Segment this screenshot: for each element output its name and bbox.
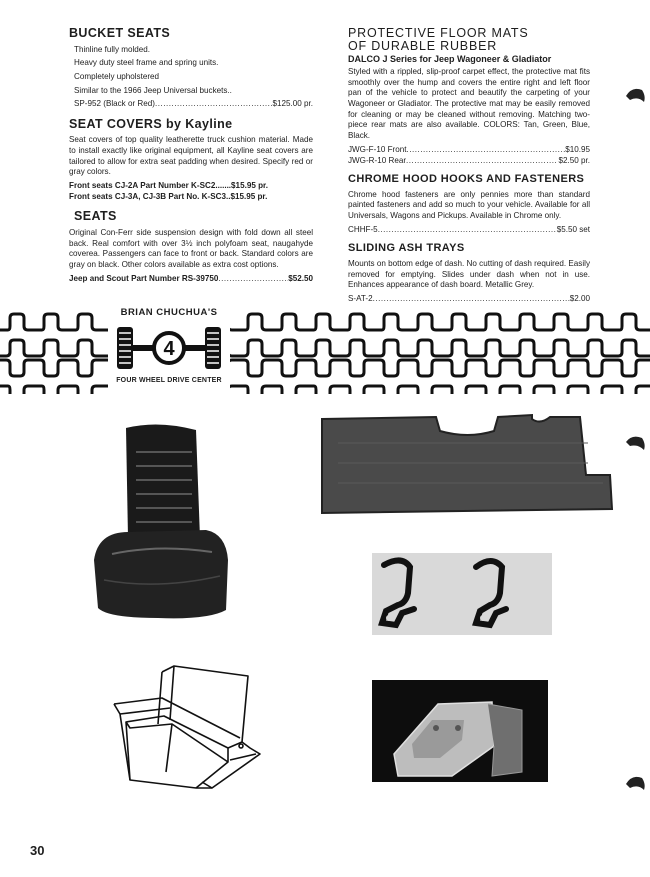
folding-seat-drawing xyxy=(110,662,270,797)
logo-bottom-text: FOUR WHEEL DRIVE CENTER xyxy=(116,377,222,384)
hood-hooks-photo xyxy=(372,553,552,635)
left-column xyxy=(69,25,313,284)
seat-covers-title: SEAT COVERS by Kayline xyxy=(69,116,233,131)
ash-trays-price-row xyxy=(348,294,590,305)
hood-hooks-price: $5.50 set xyxy=(556,224,590,234)
floor-mats-body: Styled with a rippled, slip-proof carpet effect, the protective mat fits smoothly over the hump and covers the entire right and left floor pan of the vehicle to protect and beautify the carpeting of your Wagoneer or Gladiator. The protective mat may be easily removed for cleaning or may be cleaned without removing. Matching two-piece rear mats are also available. COLORS: Tan, Green, Blue, Black. xyxy=(348,67,590,141)
binder-hole-mark-icon xyxy=(624,84,646,106)
bucket-seats-line: Similar to the 1966 Jeep Universal buckets.. xyxy=(74,85,232,95)
floor-mats-rear-part: JWG-R-10 Rear xyxy=(348,155,407,165)
hood-hooks-title: CHROME HOOD HOOKS AND FASTENERS xyxy=(348,173,585,186)
page-number: 30 xyxy=(30,843,45,858)
floor-mats-title: PROTECTIVE FLOOR MATS xyxy=(348,26,529,40)
hood-hooks-part: CHHF-5 xyxy=(348,224,378,234)
ash-tray-photo xyxy=(372,680,548,782)
floor-mats-rear-price: $2.50 pr. xyxy=(558,155,590,165)
binder-hole-mark-icon xyxy=(624,432,646,454)
floor-mats-subtitle: DALCO J Series for Jeep Wagoneer & Gladiator xyxy=(348,54,552,65)
floor-mats-front-row xyxy=(348,145,590,156)
ash-trays-title: SLIDING ASH TRAYS xyxy=(348,242,465,255)
floor-mats-front-price: $10.95 xyxy=(565,144,590,154)
bucket-seats-line: Completely upholstered xyxy=(74,71,160,81)
floor-mats-title-2: OF DURABLE RUBBER xyxy=(348,39,498,54)
right-column xyxy=(348,27,590,305)
four-wheel-drive-logo xyxy=(108,305,230,400)
hood-hooks-body: Chrome hood fasteners are only pennies more than standard painted fasteners and add so much to your vehicle. Available for all Universals, Wagons and Pickups. Available in Chrome only. xyxy=(348,189,590,221)
floor-mats-rear-row xyxy=(348,156,590,167)
bucket-seats-line: Thinline fully molded. xyxy=(74,44,151,54)
seats-price-row xyxy=(69,274,313,285)
seats-price: $52.50 xyxy=(288,273,313,283)
seat-covers-line: Front seats CJ-3A, CJ-3B Part No. K-SC3..$15.95 pr. xyxy=(69,191,268,201)
bucket-seats-price: $125.00 pr. xyxy=(272,99,313,109)
seat-covers-body: Seat covers of top quality leatherette truck cushion material. Made to install exactly like original equipment, all Kayline seat covers are tailored to allow for extra seat padding when desired. Specify red or gray colors. xyxy=(69,135,313,177)
floor-mat-photo xyxy=(318,413,615,515)
bucket-seats-part: SP-952 (Black or Red) xyxy=(74,99,155,109)
bucket-seat-photo xyxy=(88,420,238,625)
seats-title: SEATS xyxy=(74,209,117,224)
bucket-seats-line: Heavy duty steel frame and spring units. xyxy=(74,58,219,68)
logo-center-text: 4 xyxy=(163,338,175,360)
binder-hole-mark-icon xyxy=(624,772,646,794)
seat-covers-line: Front seats CJ-2A Part Number K-SC2.......$15.95 pr. xyxy=(69,181,268,191)
ash-trays-body: Mounts on bottom edge of dash. No cutting of dash required. Easily removed for emptying. Slides under dash when not in use. Enhances appearance of dash board. Metallic Grey. xyxy=(348,258,590,290)
axle-emblem-icon xyxy=(113,319,225,377)
ash-trays-part: S-AT-2 xyxy=(348,293,373,303)
seats-part: Jeep and Scout Part Number RS-39750 xyxy=(69,273,219,283)
tire-tread-banner xyxy=(0,308,650,398)
seats-body: Original Con-Ferr side suspension design with fold down all steel back. Real comfort with over 3½ inch polyfoam seat, naugahyde coverea. Passengers can face to front or back. Standard colors are gray on black. Other colors available as extra cost options. xyxy=(69,227,313,269)
bucket-seats-title: BUCKET SEATS xyxy=(69,26,171,40)
hood-hooks-price-row xyxy=(348,225,590,236)
ash-trays-price: $2.00 xyxy=(569,293,590,303)
floor-mats-front-part: JWG-F-10 Front xyxy=(348,144,407,154)
bucket-seats-price-row xyxy=(74,99,313,110)
logo-top-text: BRIAN CHUCHUA'S xyxy=(120,307,218,318)
